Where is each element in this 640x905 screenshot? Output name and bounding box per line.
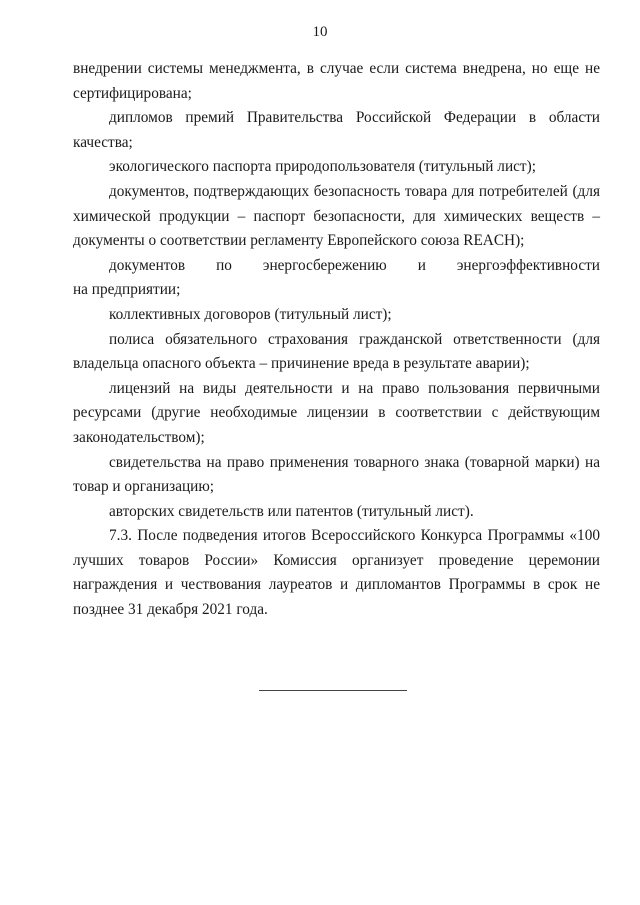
paragraph-insurance-policy: полиса обязательного страхования гражданской ответственности (для владельца опасного объекта – причинение вреда в результате аварии); [73,330,600,373]
paragraph-section-7-3: 7.3. После подведения итогов Всероссийского Конкурса Программы «100 лучших товаров России» Комиссия организует проведение церемонии награждения и чествования лауреатов и дипломантов Программы в срок не позднее 31 декабря 2021 года. [73,527,600,619]
paragraph-safety-documents: документов, подтверждающих безопасность товара для потребителей (для химической продукции – паспорт безопасности, для химических веществ – документы о соответствии регламенту Европейского союза REACH); [73,182,600,250]
page-number: 10 [312,24,328,40]
paragraph-licenses: лицензий на виды деятельности и на право пользования первичными ресурсами (другие необходимые лицензии в соответствии с действующим законодательством); [73,379,600,446]
paragraph-patents: авторских свидетельств или патентов (титульный лист). [109,502,474,520]
document-body [73,57,600,623]
paragraph-energy-saving: документов по энергосбережению и энергоэффективности [109,256,600,274]
paragraph-collective-agreements: коллективных договоров (титульный лист); [109,305,392,323]
paragraph-eco-passport: экологического паспорта природопользователя (титульный лист); [109,158,536,176]
paragraph-management-system: внедрении системы менеджмента, в случае если система внедрена, но еще не сертифицирована; [73,60,600,102]
paragraph-trademark: свидетельства на право применения товарного знака (товарной марки) на товар и организацию; [73,453,600,496]
paragraph-government-awards: дипломов премий Правительства Российской Федерации в области качества; [73,109,600,151]
paragraph-energy-saving-cont: на предприятии; [73,281,181,299]
end-separator-line [259,690,407,691]
